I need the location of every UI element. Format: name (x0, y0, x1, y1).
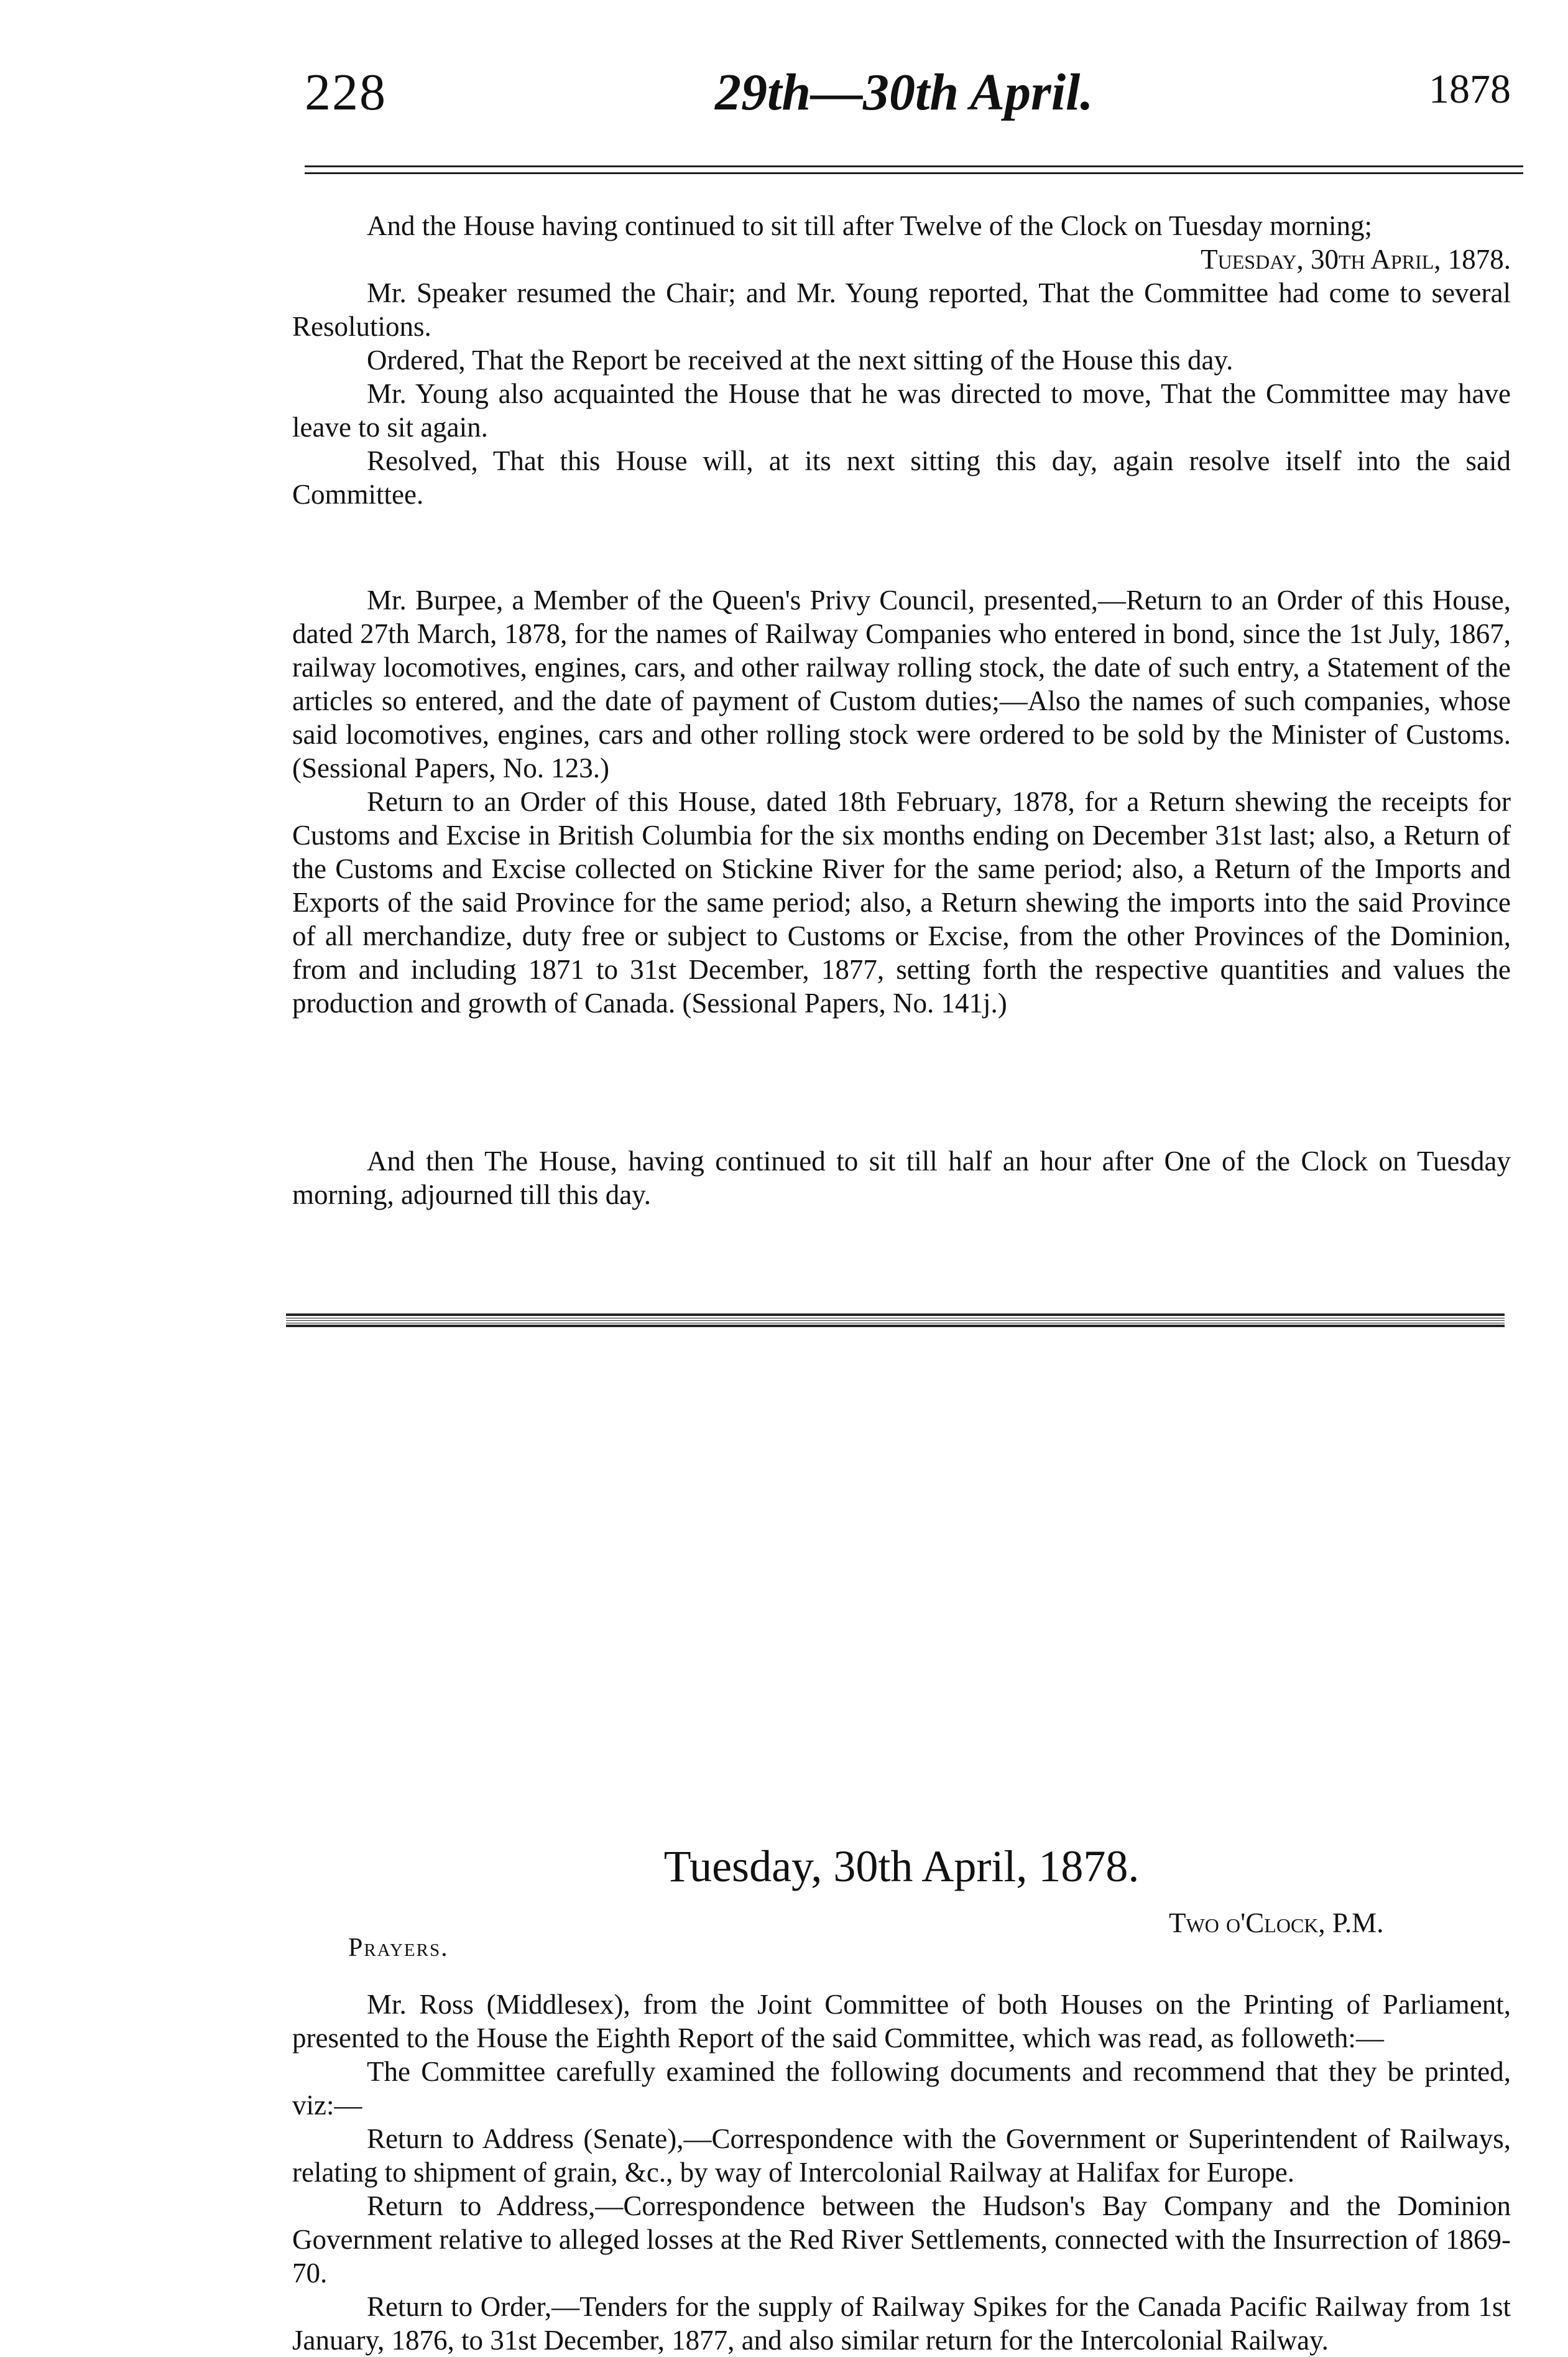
paragraph: Mr. Speaker resumed the Chair; and Mr. Young reported, That the Committee had come to several Resolutions. (292, 277, 1511, 342)
paragraph: And then The House, having continued to sit till half an hour after One of the Clock on Tuesday morning, adjourned till this day. (292, 1146, 1511, 1210)
date-line: Tuesday, 30th April, 1878. (1201, 244, 1511, 275)
paragraph: The Committee carefully examined the following documents and recommend that they be printed, viz:— (292, 2056, 1511, 2121)
paragraph: Mr. Young also acquainted the House that he was directed to move, That the Committee may have leave to sit again. (292, 378, 1511, 443)
proceedings-block-2 (292, 583, 1511, 1020)
section-divider (286, 1313, 1505, 1327)
paragraph: Mr. Ross (Middlesex), from the Joint Committee of both Houses on the Printing of Parliament, presented to the House the Eighth Report of the said Committee, which was read, as followeth:— (292, 1989, 1511, 2054)
paragraph: Return to Order,—Tenders for the supply of Railway Spikes for the Canada Pacific Railway from 1st January, 1876, to 31st December, 1877, and also similar return for the Intercolonial Railway. (292, 2291, 1511, 2356)
section-title: Tuesday, 30th April, 1878. (663, 1841, 1140, 1891)
year-stamp: 1878 (1429, 67, 1511, 112)
header-rule (305, 165, 1523, 174)
paragraph: Return to Address,—Correspondence between the Hudson's Bay Company and the Dominion Government relative to alleged losses at the Red River Settlements, connected with the Insurrection of 1869-70. (292, 2190, 1511, 2289)
running-title: 29th—30th April. (715, 63, 1094, 121)
paragraph: Resolved, That this House will, at its next sitting this day, again resolve itself into the said Committee. (292, 445, 1511, 510)
paragraph: Return to Address (Senate),—Correspondence with the Government or Superintendent of Railways, relating to shipment of grain, &c., by way of Intercolonial Railway at Halifax for Europe. (292, 2123, 1511, 2188)
prayers-heading: Prayers. (348, 1933, 449, 1962)
proceedings-block-1 (292, 209, 1511, 511)
paragraph: Ordered, That the Report be received at the next sitting of the House this day. (367, 345, 1234, 376)
paragraph: Return to an Order of this House, dated 18th February, 1878, for a Return shewing the receipts for Customs and Excise in British Columbia for the six months ending on December 31st last; also, a Return of the Customs and Excise collected on Stickine River for the same period; also, a Return of the Imports and Exports of the said Province for the same period; also, a Return shewing the imports into the said Province of all merchandize, duty free or subject to Customs or Excise, from the other Provinces of the Dominion, from and including 1871 to 31st December, 1877, setting forth the respective quantities and values the production and growth of Canada. (Sessional Papers, No. 141j.) (292, 786, 1511, 1019)
paragraph: Mr. Burpee, a Member of the Queen's Privy Council, presented,—Return to an Order of this House, dated 27th March, 1878, for the names of Railway Companies who entered in bond, since the 1st July, 1867, railway locomotives, engines, cars, and other railway rolling stock, the date of such entry, a Statement of the articles so entered, and the date of payment of Custom duties;—Also the names of such companies, whose said locomotives, engines, cars and other rolling stock were ordered to be sold by the Minister of Customs. (Sessional Papers, No. 123.) (292, 585, 1511, 784)
page-header (305, 62, 1511, 131)
sitting-time: Two o'Clock, P.M. (1169, 1907, 1384, 1938)
paragraph: And the House having continued to sit till after Twelve of the Clock on Tuesday morning; (367, 210, 1373, 241)
page-number: 228 (305, 63, 387, 121)
proceedings-block-4 (292, 1988, 1511, 2357)
proceedings-block-3 (292, 1144, 1511, 1211)
